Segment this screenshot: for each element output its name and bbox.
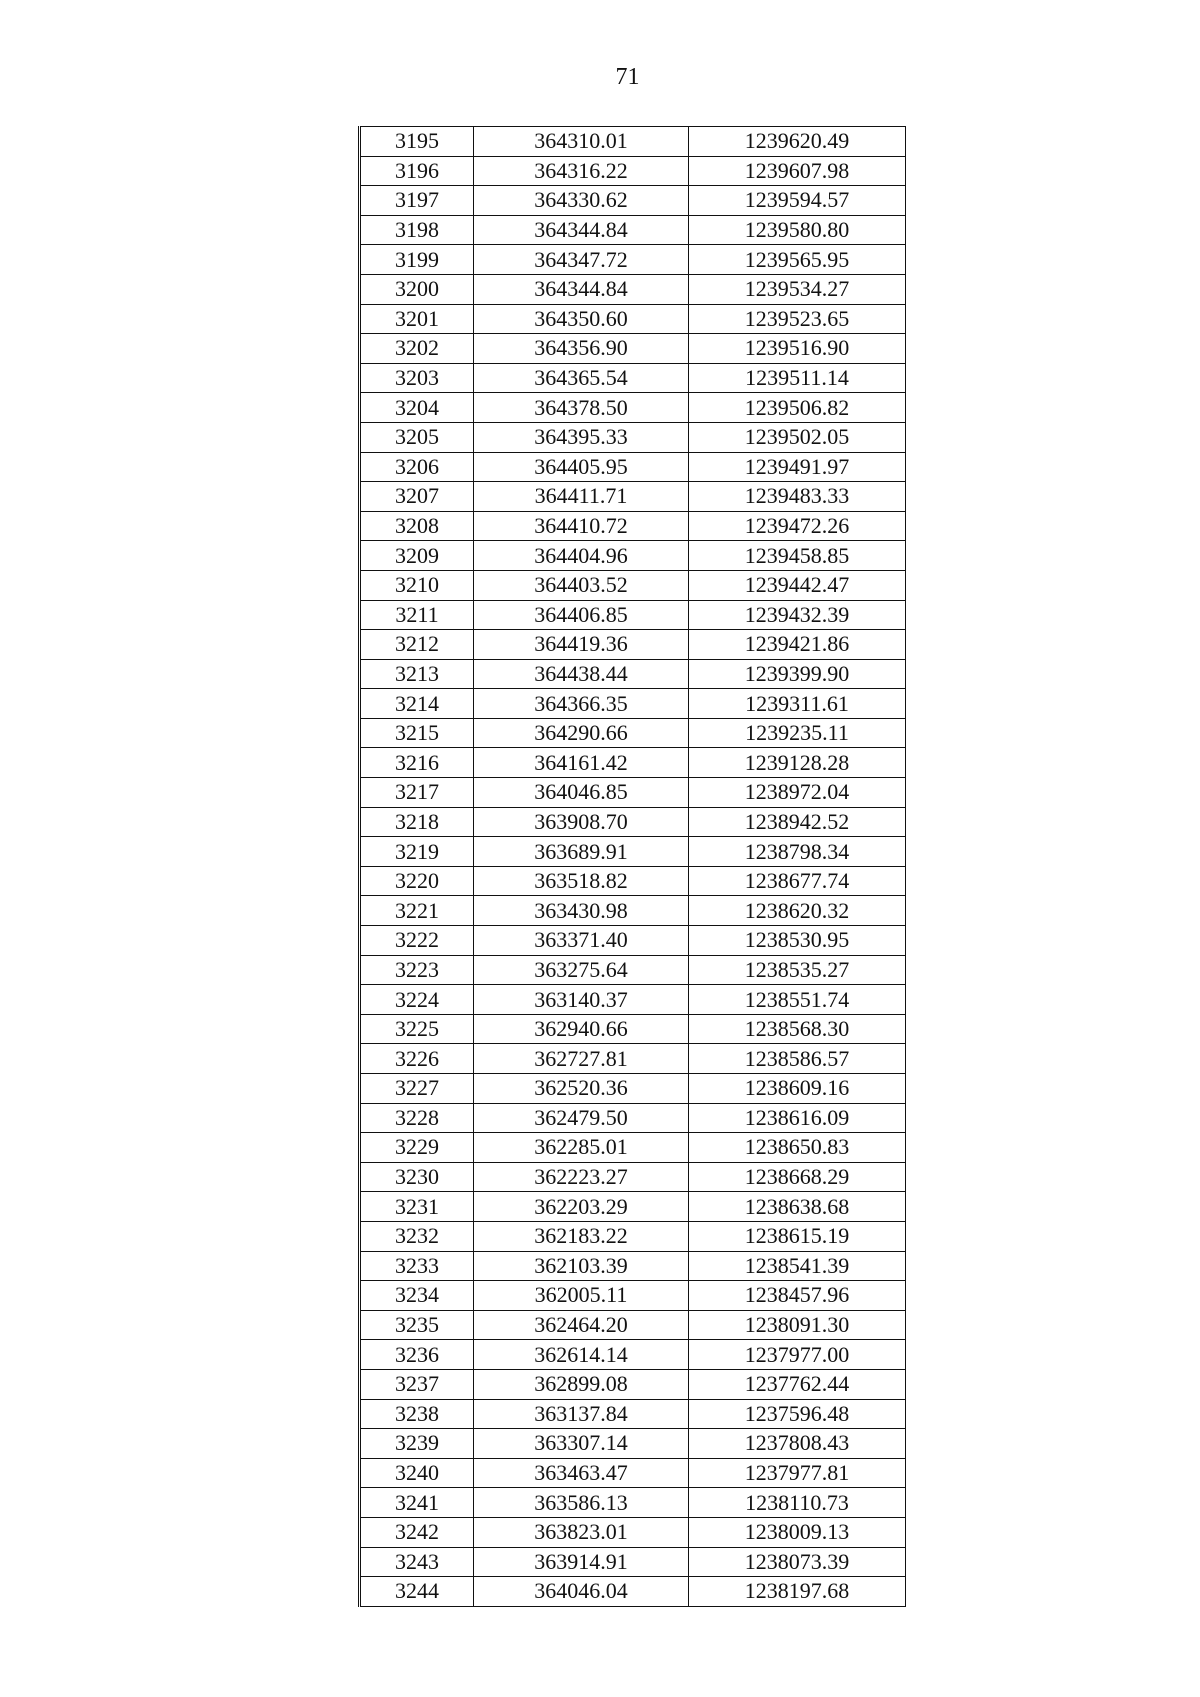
table-row xyxy=(360,600,906,630)
x-coordinate-cell: 364330.62 xyxy=(474,186,689,216)
y-coordinate-cell: 1238798.34 xyxy=(689,837,906,867)
point-number-cell: 3196 xyxy=(360,156,474,186)
table-row xyxy=(360,837,906,867)
table-row xyxy=(360,1103,906,1133)
point-number-cell: 3237 xyxy=(360,1369,474,1399)
table-row xyxy=(360,422,906,452)
x-coordinate-cell: 364438.44 xyxy=(474,659,689,689)
table-row xyxy=(360,1517,906,1547)
table-row xyxy=(360,926,906,956)
x-coordinate-cell: 362479.50 xyxy=(474,1103,689,1133)
point-number-cell: 3224 xyxy=(360,985,474,1015)
coordinates-table-body xyxy=(360,127,906,1607)
y-coordinate-cell: 1239432.39 xyxy=(689,600,906,630)
table-row xyxy=(360,482,906,512)
table-row xyxy=(360,570,906,600)
x-coordinate-cell: 364403.52 xyxy=(474,570,689,600)
point-number-cell: 3198 xyxy=(360,215,474,245)
point-number-cell: 3201 xyxy=(360,304,474,334)
x-coordinate-cell: 362223.27 xyxy=(474,1162,689,1192)
y-coordinate-cell: 1238073.39 xyxy=(689,1547,906,1577)
x-coordinate-cell: 363430.98 xyxy=(474,896,689,926)
point-number-cell: 3195 xyxy=(360,127,474,157)
y-coordinate-cell: 1239483.33 xyxy=(689,482,906,512)
table-row xyxy=(360,511,906,541)
x-coordinate-cell: 362614.14 xyxy=(474,1340,689,1370)
point-number-cell: 3234 xyxy=(360,1281,474,1311)
point-number-cell: 3227 xyxy=(360,1074,474,1104)
x-coordinate-cell: 362520.36 xyxy=(474,1074,689,1104)
x-coordinate-cell: 364405.95 xyxy=(474,452,689,482)
y-coordinate-cell: 1239491.97 xyxy=(689,452,906,482)
point-number-cell: 3243 xyxy=(360,1547,474,1577)
table-row xyxy=(360,245,906,275)
point-number-cell: 3207 xyxy=(360,482,474,512)
x-coordinate-cell: 362203.29 xyxy=(474,1192,689,1222)
y-coordinate-cell: 1239399.90 xyxy=(689,659,906,689)
y-coordinate-cell: 1238620.32 xyxy=(689,896,906,926)
table-row xyxy=(360,985,906,1015)
x-coordinate-cell: 363908.70 xyxy=(474,807,689,837)
y-coordinate-cell: 1238616.09 xyxy=(689,1103,906,1133)
table-row xyxy=(360,1340,906,1370)
table-row xyxy=(360,689,906,719)
y-coordinate-cell: 1237977.81 xyxy=(689,1458,906,1488)
x-coordinate-cell: 362940.66 xyxy=(474,1014,689,1044)
x-coordinate-cell: 363586.13 xyxy=(474,1488,689,1518)
point-number-cell: 3215 xyxy=(360,718,474,748)
point-number-cell: 3229 xyxy=(360,1133,474,1163)
y-coordinate-cell: 1238541.39 xyxy=(689,1251,906,1281)
point-number-cell: 3223 xyxy=(360,955,474,985)
y-coordinate-cell: 1237596.48 xyxy=(689,1399,906,1429)
y-coordinate-cell: 1239594.57 xyxy=(689,186,906,216)
table-row xyxy=(360,659,906,689)
point-number-cell: 3208 xyxy=(360,511,474,541)
x-coordinate-cell: 362899.08 xyxy=(474,1369,689,1399)
x-coordinate-cell: 364410.72 xyxy=(474,511,689,541)
x-coordinate-cell: 362183.22 xyxy=(474,1221,689,1251)
x-coordinate-cell: 364161.42 xyxy=(474,748,689,778)
point-number-cell: 3204 xyxy=(360,393,474,423)
x-coordinate-cell: 363140.37 xyxy=(474,985,689,1015)
x-coordinate-cell: 364350.60 xyxy=(474,304,689,334)
coordinates-table xyxy=(358,126,906,1607)
table-row xyxy=(360,304,906,334)
table-row xyxy=(360,896,906,926)
point-number-cell: 3217 xyxy=(360,778,474,808)
x-coordinate-cell: 363463.47 xyxy=(474,1458,689,1488)
table-row xyxy=(360,452,906,482)
point-number-cell: 3239 xyxy=(360,1429,474,1459)
table-row xyxy=(360,127,906,157)
table-row xyxy=(360,1429,906,1459)
x-coordinate-cell: 364310.01 xyxy=(474,127,689,157)
point-number-cell: 3205 xyxy=(360,422,474,452)
table-row xyxy=(360,1133,906,1163)
x-coordinate-cell: 364344.84 xyxy=(474,274,689,304)
point-number-cell: 3228 xyxy=(360,1103,474,1133)
page-number: 71 xyxy=(615,64,640,90)
y-coordinate-cell: 1239534.27 xyxy=(689,274,906,304)
point-number-cell: 3240 xyxy=(360,1458,474,1488)
x-coordinate-cell: 364406.85 xyxy=(474,600,689,630)
table-row xyxy=(360,363,906,393)
x-coordinate-cell: 364046.04 xyxy=(474,1577,689,1607)
point-number-cell: 3230 xyxy=(360,1162,474,1192)
y-coordinate-cell: 1237808.43 xyxy=(689,1429,906,1459)
table-row xyxy=(360,1458,906,1488)
y-coordinate-cell: 1238535.27 xyxy=(689,955,906,985)
x-coordinate-cell: 364365.54 xyxy=(474,363,689,393)
table-row xyxy=(360,334,906,364)
table-row xyxy=(360,1162,906,1192)
y-coordinate-cell: 1238009.13 xyxy=(689,1517,906,1547)
table-row xyxy=(360,1251,906,1281)
y-coordinate-cell: 1239458.85 xyxy=(689,541,906,571)
x-coordinate-cell: 363518.82 xyxy=(474,866,689,896)
table-row xyxy=(360,1369,906,1399)
x-coordinate-cell: 363823.01 xyxy=(474,1517,689,1547)
table-row xyxy=(360,1074,906,1104)
x-coordinate-cell: 363275.64 xyxy=(474,955,689,985)
point-number-cell: 3209 xyxy=(360,541,474,571)
point-number-cell: 3197 xyxy=(360,186,474,216)
x-coordinate-cell: 364316.22 xyxy=(474,156,689,186)
point-number-cell: 3231 xyxy=(360,1192,474,1222)
x-coordinate-cell: 364347.72 xyxy=(474,245,689,275)
x-coordinate-cell: 364046.85 xyxy=(474,778,689,808)
table-row xyxy=(360,1577,906,1607)
y-coordinate-cell: 1238638.68 xyxy=(689,1192,906,1222)
y-coordinate-cell: 1238568.30 xyxy=(689,1014,906,1044)
x-coordinate-cell: 363371.40 xyxy=(474,926,689,956)
x-coordinate-cell: 364344.84 xyxy=(474,215,689,245)
table-row xyxy=(360,215,906,245)
point-number-cell: 3199 xyxy=(360,245,474,275)
point-number-cell: 3220 xyxy=(360,866,474,896)
table-row xyxy=(360,748,906,778)
point-number-cell: 3238 xyxy=(360,1399,474,1429)
y-coordinate-cell: 1238551.74 xyxy=(689,985,906,1015)
x-coordinate-cell: 364366.35 xyxy=(474,689,689,719)
point-number-cell: 3233 xyxy=(360,1251,474,1281)
point-number-cell: 3225 xyxy=(360,1014,474,1044)
x-coordinate-cell: 364378.50 xyxy=(474,393,689,423)
table-row xyxy=(360,186,906,216)
y-coordinate-cell: 1239502.05 xyxy=(689,422,906,452)
y-coordinate-cell: 1238972.04 xyxy=(689,778,906,808)
x-coordinate-cell: 364395.33 xyxy=(474,422,689,452)
y-coordinate-cell: 1237762.44 xyxy=(689,1369,906,1399)
x-coordinate-cell: 362464.20 xyxy=(474,1310,689,1340)
table-row xyxy=(360,1488,906,1518)
x-coordinate-cell: 364356.90 xyxy=(474,334,689,364)
y-coordinate-cell: 1239235.11 xyxy=(689,718,906,748)
x-coordinate-cell: 364404.96 xyxy=(474,541,689,571)
point-number-cell: 3214 xyxy=(360,689,474,719)
table-row xyxy=(360,718,906,748)
point-number-cell: 3242 xyxy=(360,1517,474,1547)
table-row xyxy=(360,1399,906,1429)
point-number-cell: 3235 xyxy=(360,1310,474,1340)
y-coordinate-cell: 1238668.29 xyxy=(689,1162,906,1192)
point-number-cell: 3232 xyxy=(360,1221,474,1251)
table-row xyxy=(360,274,906,304)
table-row xyxy=(360,955,906,985)
table-row xyxy=(360,1044,906,1074)
y-coordinate-cell: 1239565.95 xyxy=(689,245,906,275)
y-coordinate-cell: 1238942.52 xyxy=(689,807,906,837)
point-number-cell: 3211 xyxy=(360,600,474,630)
y-coordinate-cell: 1239128.28 xyxy=(689,748,906,778)
y-coordinate-cell: 1239421.86 xyxy=(689,630,906,660)
point-number-cell: 3236 xyxy=(360,1340,474,1370)
x-coordinate-cell: 364419.36 xyxy=(474,630,689,660)
point-number-cell: 3241 xyxy=(360,1488,474,1518)
x-coordinate-cell: 364290.66 xyxy=(474,718,689,748)
y-coordinate-cell: 1239472.26 xyxy=(689,511,906,541)
point-number-cell: 3221 xyxy=(360,896,474,926)
x-coordinate-cell: 363689.91 xyxy=(474,837,689,867)
table-row xyxy=(360,1281,906,1311)
x-coordinate-cell: 362727.81 xyxy=(474,1044,689,1074)
y-coordinate-cell: 1239620.49 xyxy=(689,127,906,157)
x-coordinate-cell: 364411.71 xyxy=(474,482,689,512)
y-coordinate-cell: 1239506.82 xyxy=(689,393,906,423)
x-coordinate-cell: 362285.01 xyxy=(474,1133,689,1163)
point-number-cell: 3219 xyxy=(360,837,474,867)
y-coordinate-cell: 1239442.47 xyxy=(689,570,906,600)
y-coordinate-cell: 1239511.14 xyxy=(689,363,906,393)
point-number-cell: 3218 xyxy=(360,807,474,837)
x-coordinate-cell: 362005.11 xyxy=(474,1281,689,1311)
point-number-cell: 3210 xyxy=(360,570,474,600)
point-number-cell: 3203 xyxy=(360,363,474,393)
point-number-cell: 3206 xyxy=(360,452,474,482)
y-coordinate-cell: 1239523.65 xyxy=(689,304,906,334)
point-number-cell: 3200 xyxy=(360,274,474,304)
table-row xyxy=(360,156,906,186)
y-coordinate-cell: 1237977.00 xyxy=(689,1340,906,1370)
point-number-cell: 3226 xyxy=(360,1044,474,1074)
table-row xyxy=(360,541,906,571)
table-row xyxy=(360,807,906,837)
y-coordinate-cell: 1238615.19 xyxy=(689,1221,906,1251)
y-coordinate-cell: 1239580.80 xyxy=(689,215,906,245)
y-coordinate-cell: 1239607.98 xyxy=(689,156,906,186)
y-coordinate-cell: 1238110.73 xyxy=(689,1488,906,1518)
y-coordinate-cell: 1238530.95 xyxy=(689,926,906,956)
table-row xyxy=(360,778,906,808)
point-number-cell: 3213 xyxy=(360,659,474,689)
y-coordinate-cell: 1238677.74 xyxy=(689,866,906,896)
point-number-cell: 3202 xyxy=(360,334,474,364)
y-coordinate-cell: 1238650.83 xyxy=(689,1133,906,1163)
table-row xyxy=(360,1547,906,1577)
y-coordinate-cell: 1238197.68 xyxy=(689,1577,906,1607)
table-row xyxy=(360,866,906,896)
table-row xyxy=(360,1014,906,1044)
x-coordinate-cell: 363914.91 xyxy=(474,1547,689,1577)
table-row xyxy=(360,393,906,423)
table-row xyxy=(360,630,906,660)
y-coordinate-cell: 1238457.96 xyxy=(689,1281,906,1311)
y-coordinate-cell: 1238609.16 xyxy=(689,1074,906,1104)
x-coordinate-cell: 363137.84 xyxy=(474,1399,689,1429)
table-row xyxy=(360,1310,906,1340)
point-number-cell: 3212 xyxy=(360,630,474,660)
point-number-cell: 3222 xyxy=(360,926,474,956)
point-number-cell: 3244 xyxy=(360,1577,474,1607)
x-coordinate-cell: 362103.39 xyxy=(474,1251,689,1281)
y-coordinate-cell: 1239516.90 xyxy=(689,334,906,364)
y-coordinate-cell: 1238091.30 xyxy=(689,1310,906,1340)
table-row xyxy=(360,1192,906,1222)
table-row xyxy=(360,1221,906,1251)
point-number-cell: 3216 xyxy=(360,748,474,778)
y-coordinate-cell: 1239311.61 xyxy=(689,689,906,719)
y-coordinate-cell: 1238586.57 xyxy=(689,1044,906,1074)
x-coordinate-cell: 363307.14 xyxy=(474,1429,689,1459)
